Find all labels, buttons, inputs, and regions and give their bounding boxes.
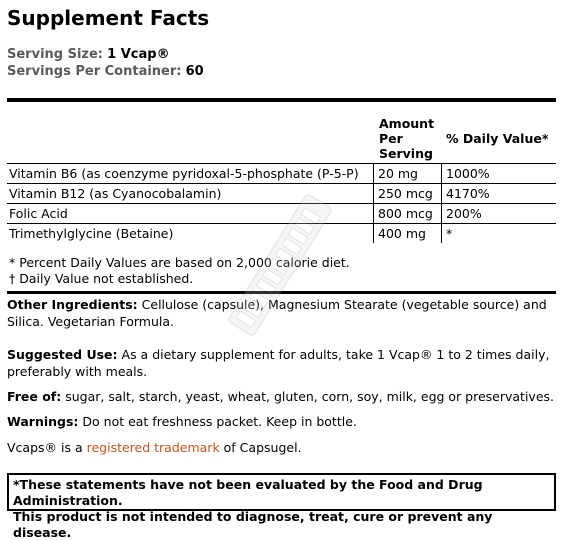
nutrient-dv: 4170% xyxy=(441,184,490,203)
disclaimer-line: This product is not intended to diagnose, treat, cure or prevent any disease. xyxy=(13,509,493,540)
table-row xyxy=(7,204,556,224)
serving-size-line xyxy=(7,46,556,63)
daily-value-header: % Daily Value* xyxy=(446,131,549,146)
trademark-after: of Capsugel. xyxy=(219,440,302,455)
amount-header-line: Per xyxy=(379,131,403,146)
nutrient-amount: 20 mg xyxy=(373,164,418,183)
table-header xyxy=(7,102,556,164)
nutrient-name: Vitamin B6 (as coenzyme pyridoxal-5-phosphate (P-5-P) xyxy=(9,166,359,181)
servings-per-container-line xyxy=(7,63,556,80)
fda-disclaimer-box xyxy=(7,473,556,540)
table-row xyxy=(7,184,556,204)
nutrient-amount: 800 mcg xyxy=(373,204,433,223)
nutrient-dv: 200% xyxy=(441,204,482,223)
footnote-daily-values: * Percent Daily Values are based on 2,000 calorie diet. xyxy=(9,255,350,270)
table-row xyxy=(7,224,556,244)
free-of xyxy=(7,388,556,405)
servings-per-container-label: Servings Per Container: xyxy=(7,64,182,79)
facts-table xyxy=(7,102,556,244)
serving-info xyxy=(7,46,556,80)
suggested-use xyxy=(7,346,556,380)
other-ingredients-label: Other Ingredients: xyxy=(7,297,138,312)
free-of-text: sugar, salt, starch, yeast, wheat, gluten, corn, soy, milk, egg or preservatives. xyxy=(61,389,555,404)
disclaimer-line: *These statements have not been evaluated by the Food and Drug Administration. xyxy=(13,477,483,508)
nutrient-amount: 400 mg xyxy=(373,224,426,243)
amount-per-serving-header xyxy=(379,116,434,161)
trademark-note xyxy=(7,439,556,456)
nutrient-name: Trimethylglycine (Betaine) xyxy=(9,226,174,241)
nutrient-dv: 1000% xyxy=(441,164,490,183)
section-divider xyxy=(7,291,556,294)
nutrient-name: Vitamin B12 (as Cyanocobalamin) xyxy=(9,186,222,201)
suggested-use-label: Suggested Use: xyxy=(7,347,118,362)
amount-header-line: Amount xyxy=(379,116,435,131)
trademark-before: Vcaps® is a xyxy=(7,440,87,455)
table-row xyxy=(7,164,556,184)
servings-per-container-value: 60 xyxy=(185,64,204,79)
nutrient-amount: 250 mcg xyxy=(373,184,433,203)
registered-trademark-link[interactable]: registered trademark xyxy=(86,440,220,455)
warnings-label: Warnings: xyxy=(7,414,79,429)
other-ingredients-text: Cellulose (capsule), Magnesium Stearate (vegetable source) and Silica. Vegetarian Formula. xyxy=(7,297,547,329)
serving-size-value: 1 Vcap® xyxy=(107,47,170,62)
nutrient-name: Folic Acid xyxy=(9,206,68,221)
page-title: Supplement Facts xyxy=(7,6,210,30)
supplement-facts-panel xyxy=(7,6,556,540)
warnings xyxy=(7,413,556,430)
other-ingredients xyxy=(7,296,556,330)
suggested-use-text: As a dietary supplement for adults, take 1 Vcap® 1 to 2 times daily, preferably with meals. xyxy=(7,347,550,379)
amount-header-line: Serving xyxy=(379,146,433,161)
table-footnotes xyxy=(7,255,556,287)
warnings-text: Do not eat freshness packet. Keep in bottle. xyxy=(78,414,357,429)
free-of-label: Free of: xyxy=(7,389,62,404)
nutrient-dv: * xyxy=(441,224,452,243)
serving-size-label: Serving Size: xyxy=(7,47,104,62)
footnote-not-established: † Daily Value not established. xyxy=(9,271,194,286)
